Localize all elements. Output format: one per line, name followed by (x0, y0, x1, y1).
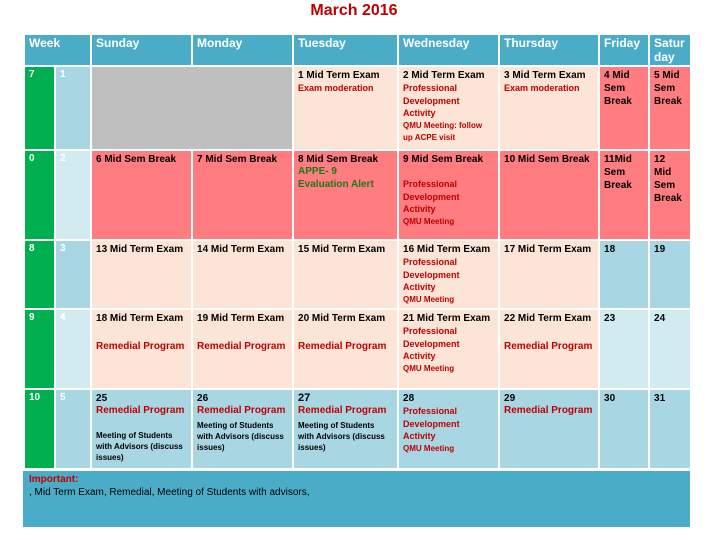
event-label: Development (403, 418, 460, 429)
note-label: issues) (96, 452, 124, 462)
event-label: Evaluation Alert (298, 178, 374, 190)
important-label: Important: (29, 474, 79, 485)
event-label: Activity (403, 282, 436, 292)
header-thursday: Thursday (499, 34, 599, 66)
day-label: Sem (654, 180, 676, 191)
day-label: 4 Mid (604, 70, 630, 81)
event-label: QMU Meeting (403, 294, 455, 304)
note-label: Meeting of Students (298, 420, 375, 430)
event-label: Activity (403, 108, 436, 118)
note-label: with Advisors (discuss (197, 431, 284, 441)
day-label: 8 Mid Sem Break (298, 154, 379, 165)
day-label: 1 Mid Term Exam (298, 70, 380, 81)
day-label: Break (654, 96, 682, 107)
row-number: 2 (55, 150, 91, 240)
day-cell[interactable] (293, 150, 398, 240)
header-wednesday: Wednesday (398, 34, 499, 66)
event-label: Professional (403, 326, 458, 336)
day-cell[interactable] (192, 389, 293, 469)
day-label: Break (654, 193, 682, 204)
day-cell[interactable] (293, 240, 398, 309)
event-label: Professional (403, 257, 458, 267)
day-label: 26 (197, 393, 209, 404)
day-cell[interactable] (293, 389, 398, 469)
day-cell[interactable] (599, 150, 649, 240)
day-label: 17 Mid Term Exam (504, 244, 592, 255)
event-label: Remedial Program (298, 341, 387, 352)
day-cell[interactable] (293, 309, 398, 389)
day-label: 14 Mid Term Exam (197, 244, 285, 255)
day-label: 13 Mid Term Exam (96, 244, 184, 255)
day-cell[interactable] (499, 389, 599, 469)
table-row (24, 150, 691, 240)
event-label: Exam moderation (504, 83, 580, 93)
day-label: 31 (654, 393, 666, 404)
event-label: Activity (403, 204, 436, 214)
day-cell[interactable] (599, 240, 649, 309)
week-number: 0 (24, 150, 55, 240)
day-label: Break (604, 96, 632, 107)
day-cell[interactable] (398, 150, 499, 240)
event-label: Activity (403, 431, 436, 441)
header-row (24, 34, 691, 66)
day-cell[interactable] (192, 309, 293, 389)
header-monday: Monday (192, 34, 293, 66)
event-label: Remedial Program (298, 405, 387, 416)
day-label: 6 Mid Sem Break (96, 154, 177, 165)
event-label: Professional (403, 83, 458, 93)
row-number: 1 (55, 66, 91, 150)
note-label: Meeting of Students (197, 420, 274, 430)
day-label: 28 (403, 393, 415, 404)
day-label: Sem (604, 83, 626, 94)
day-label: 9 Mid Sem Break (403, 154, 484, 165)
day-label: 16 Mid Term Exam (403, 244, 491, 255)
day-label: Break (604, 180, 632, 191)
header-friday: Friday (599, 34, 649, 66)
row-number: 5 (55, 389, 91, 469)
note-label: issues) (197, 442, 225, 452)
day-cell[interactable] (91, 150, 192, 240)
table-row (24, 389, 691, 469)
event-label: Remedial Program (96, 405, 185, 416)
day-cell[interactable] (398, 389, 499, 469)
day-cell[interactable] (398, 66, 499, 150)
day-label: 12 (654, 154, 666, 165)
empty-day-cell (91, 66, 293, 150)
week-number: 9 (24, 309, 55, 389)
day-cell[interactable] (599, 309, 649, 389)
week-number: 8 (24, 240, 55, 309)
important-notes (23, 471, 690, 527)
table-row (24, 309, 691, 389)
day-cell[interactable] (499, 309, 599, 389)
day-label: 19 (654, 244, 666, 255)
event-label: QMU Meeting: follow (403, 120, 483, 130)
calendar-table (23, 33, 692, 470)
header-tuesday: Tuesday (293, 34, 398, 66)
day-cell[interactable] (499, 240, 599, 309)
day-label: 21 Mid Term Exam (403, 313, 491, 324)
day-cell[interactable] (649, 66, 691, 150)
event-label: QMU Meeting (403, 363, 455, 373)
day-cell[interactable] (599, 66, 649, 150)
day-label: 30 (604, 393, 616, 404)
event-label: Development (403, 95, 460, 106)
day-cell[interactable] (649, 389, 691, 469)
day-cell[interactable] (649, 150, 691, 240)
event-label: Development (403, 269, 460, 280)
day-cell[interactable] (649, 309, 691, 389)
important-text: , Mid Term Exam, Remedial, Meeting of Students with advisors, (29, 487, 310, 498)
day-cell[interactable] (91, 389, 192, 469)
day-cell[interactable] (499, 66, 599, 150)
row-number: 3 (55, 240, 91, 309)
day-label: 5 Mid (654, 70, 680, 81)
day-cell[interactable] (398, 240, 499, 309)
day-label: 10 Mid Sem Break (504, 154, 590, 165)
event-label: QMU Meeting (403, 216, 455, 226)
event-label: APPE- 9 (298, 166, 337, 177)
note-label: with Advisors (discuss (298, 431, 385, 441)
day-label: 24 (654, 313, 666, 324)
day-cell[interactable] (398, 309, 499, 389)
event-label: Remedial Program (197, 341, 286, 352)
note-label: with Advisors (discuss (96, 441, 183, 451)
event-label: Remedial Program (197, 405, 286, 416)
week-number: 7 (24, 66, 55, 150)
page-title: March 2016 (310, 2, 398, 19)
event-label: Professional (403, 179, 458, 189)
day-label: Mid (654, 167, 672, 178)
day-label: 18 Mid Term Exam (96, 313, 184, 324)
day-label: 22 Mid Term Exam (504, 313, 592, 324)
day-cell[interactable] (499, 150, 599, 240)
row-number: 4 (55, 309, 91, 389)
event-label: QMU Meeting (403, 443, 455, 453)
week-number: 10 (24, 389, 55, 469)
day-label: 18 (604, 244, 616, 255)
event-label: Remedial Program (504, 405, 593, 416)
day-label: 19 Mid Term Exam (197, 313, 285, 324)
event-label: Exam moderation (298, 83, 374, 93)
table-row (24, 66, 691, 150)
day-label: Sem (654, 83, 676, 94)
event-label: Remedial Program (504, 341, 593, 352)
day-label: 23 (604, 313, 616, 324)
day-label: 7 Mid Sem Break (197, 154, 278, 165)
day-cell[interactable] (192, 150, 293, 240)
header-week: Week (24, 34, 91, 66)
day-cell[interactable] (91, 309, 192, 389)
day-label: 25 (96, 393, 108, 404)
note-label: Meeting of Students (96, 430, 173, 440)
table-row (24, 240, 691, 309)
header-sunday: Sunday (91, 34, 192, 66)
day-cell[interactable] (599, 389, 649, 469)
day-label: 3 Mid Term Exam (504, 70, 586, 81)
day-label: 20 Mid Term Exam (298, 313, 386, 324)
day-cell[interactable] (293, 66, 398, 150)
note-label: issues) (298, 442, 326, 452)
event-label: Professional (403, 406, 458, 416)
event-label: Development (403, 191, 460, 202)
event-label: Remedial Program (96, 341, 185, 352)
day-label: 2 Mid Term Exam (403, 70, 485, 81)
day-cell[interactable] (649, 240, 691, 309)
event-label: Development (403, 338, 460, 349)
day-cell[interactable] (91, 240, 192, 309)
day-cell[interactable] (192, 240, 293, 309)
header-saturday: Satur day (649, 34, 691, 66)
day-label: 29 (504, 393, 516, 404)
day-label: 11Mid (604, 154, 632, 165)
day-label: 27 (298, 392, 311, 404)
day-label: Sem (604, 167, 626, 178)
event-label: Activity (403, 351, 436, 361)
event-label: up ACPE visit (403, 133, 456, 142)
day-label: 15 Mid Term Exam (298, 244, 386, 255)
